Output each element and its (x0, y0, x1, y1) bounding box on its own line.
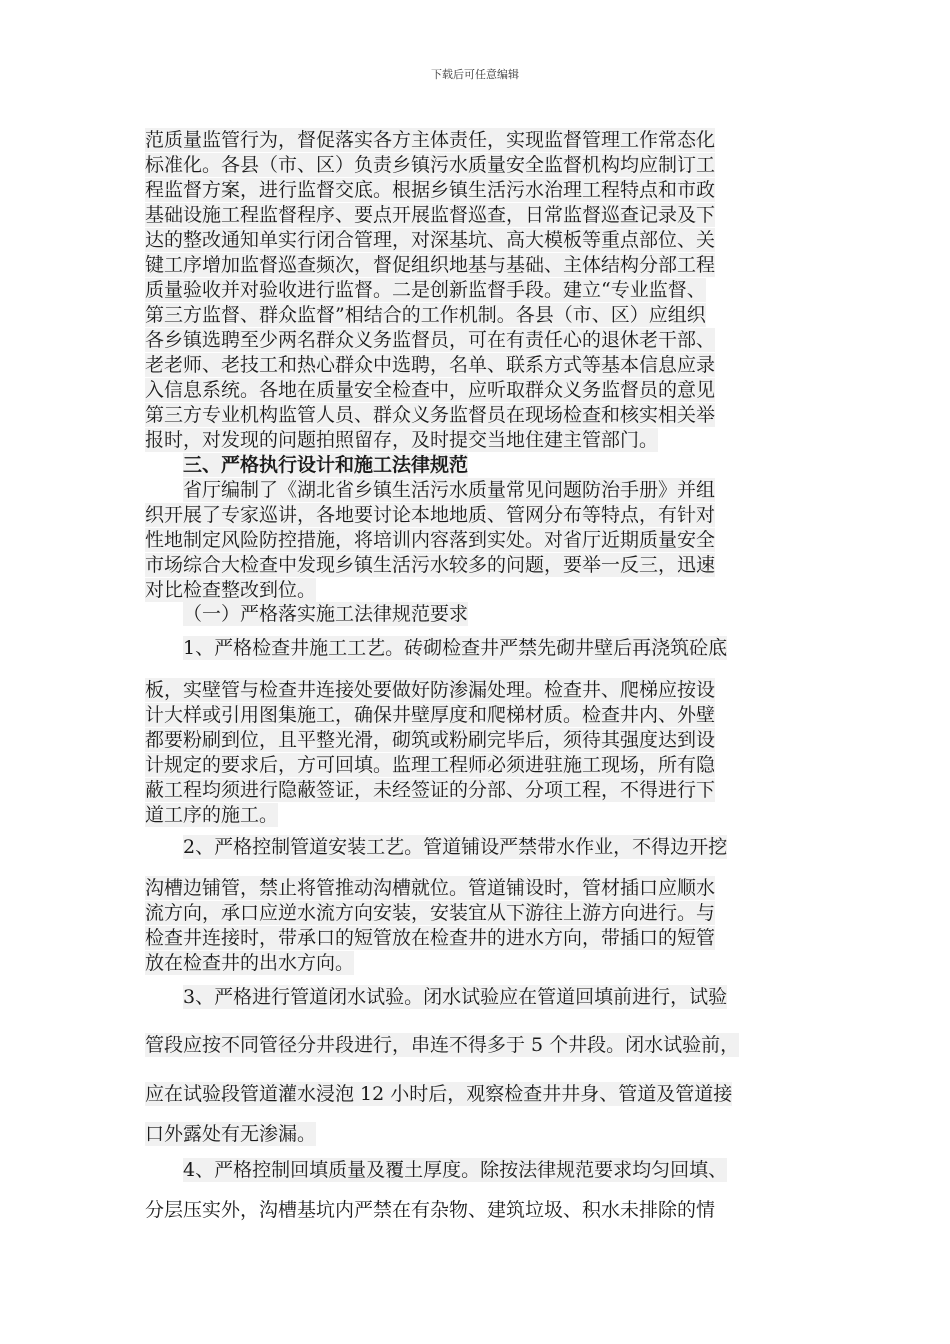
paragraph-line: 质量验收并对验收进行监督。二是创新监督手段。建立“专业监督、 (145, 279, 706, 301)
paragraph-line: 达的整改通知单实行闭合管理，对深基坑、高大模板等重点部位、关 (145, 229, 716, 251)
paragraph-line: 应在试验段管道灌水浸泡 12 小时后，观察检查井井身、管道及管道接 (145, 1083, 733, 1105)
paragraph-line: 3、严格进行管道闭水试验。闭水试验应在管道回填前进行，试验 (183, 986, 728, 1008)
paragraph-line: 沟槽边铺管，禁止将管推动沟槽就位。管道铺设时，管材插口应顺水 (145, 877, 716, 899)
paragraph-line: 报时，对发现的问题拍照留存，及时提交当地住建主管部门。 (145, 429, 659, 451)
paragraph-line: 第三方监督、群众监督”相结合的工作机制。各县（市、区）应组织 (145, 304, 706, 326)
page-header: 下载后可任意编辑 (431, 68, 519, 81)
paragraph-line: 管段应按不同管径分井段进行，串连不得多于 5 个井段。闭水试验前， (145, 1034, 740, 1056)
paragraph-line: 板，实壁管与检查井连接处要做好防渗漏处理。检查井、爬梯应按设 (145, 679, 716, 701)
paragraph-line: 流方向，承口应逆水流方向安装，安装宜从下游往上游方向进行。与 (145, 902, 716, 924)
paragraph-line: 性地制定风险防控措施，将培训内容落到实处。对省厅近期质量安全 (145, 529, 716, 551)
paragraph-line: 分层压实外，沟槽基坑内严禁在有杂物、建筑垃圾、积水未排除的情 (145, 1199, 716, 1221)
paragraph-line: 键工序增加监督巡查频次，督促组织地基与基础、主体结构分部工程 (145, 254, 716, 276)
paragraph-line: 省厅编制了《湖北省乡镇生活污水质量常见问题防治手册》并组 (183, 479, 716, 501)
paragraph-line: 4、严格控制回填质量及覆土厚度。除按法律规范要求均匀回填、 (183, 1159, 728, 1181)
paragraph-line: 织开展了专家巡讲，各地要讨论本地地质、管网分布等特点，有针对 (145, 504, 716, 526)
paragraph-line: 入信息系统。各地在质量安全检查中，应听取群众义务监督员的意见 (145, 379, 716, 401)
paragraph-line: 对比检查整改到位。 (145, 579, 317, 601)
paragraph-line: 都要粉刷到位，且平整光滑，砌筑或粉刷完毕后，须待其强度达到设 (145, 729, 716, 751)
section-heading: 三、严格执行设计和施工法律规范 (183, 454, 469, 476)
paragraph-line: 2、严格控制管道安装工艺。管道铺设严禁带水作业，不得边开挖 (183, 836, 728, 858)
paragraph-line: 第三方专业机构监管人员、群众义务监督员在现场检查和核实相关举 (145, 404, 716, 426)
paragraph-line: 程监督方案，进行监督交底。根据乡镇生活污水治理工程特点和市政 (145, 179, 716, 201)
paragraph-line: 放在检查井的出水方向。 (145, 952, 355, 974)
paragraph-line: 标准化。各县（市、区）负责乡镇污水质量安全监督机构均应制订工 (145, 154, 716, 176)
paragraph-line: 1、严格检查井施工工艺。砖砌检查井严禁先砌井壁后再浇筑砼底 (183, 637, 728, 659)
paragraph-line: 市场综合大检查中发现乡镇生活污水较多的问题，要举一反三，迅速 (145, 554, 716, 576)
subsection-heading: （一）严格落实施工法律规范要求 (183, 603, 469, 625)
paragraph-line: 基础设施工程监督程序、要点开展监督巡查，日常监督巡查记录及下 (145, 204, 716, 226)
paragraph-line: 蔽工程均须进行隐蔽签证，未经签证的分部、分项工程，不得进行下 (145, 779, 716, 801)
paragraph-line: 道工序的施工。 (145, 804, 279, 826)
paragraph-line: 计规定的要求后，方可回填。监理工程师必须进驻施工现场，所有隐 (145, 754, 716, 776)
paragraph-line: 口外露处有无渗漏。 (145, 1123, 317, 1145)
paragraph-line: 范质量监管行为，督促落实各方主体责任，实现监督管理工作常态化 (145, 129, 716, 151)
paragraph-line: 检查井连接时，带承口的短管放在检查井的进水方向，带插口的短管 (145, 927, 716, 949)
paragraph-line: 各乡镇选聘至少两名群众义务监督员，可在有责任心的退休老干部、 (145, 329, 716, 351)
paragraph-line: 老老师、老技工和热心群众中选聘，名单、联系方式等基本信息应录 (145, 354, 716, 376)
paragraph-line: 计大样或引用图集施工，确保井壁厚度和爬梯材质。检查井内、外壁 (145, 704, 716, 726)
